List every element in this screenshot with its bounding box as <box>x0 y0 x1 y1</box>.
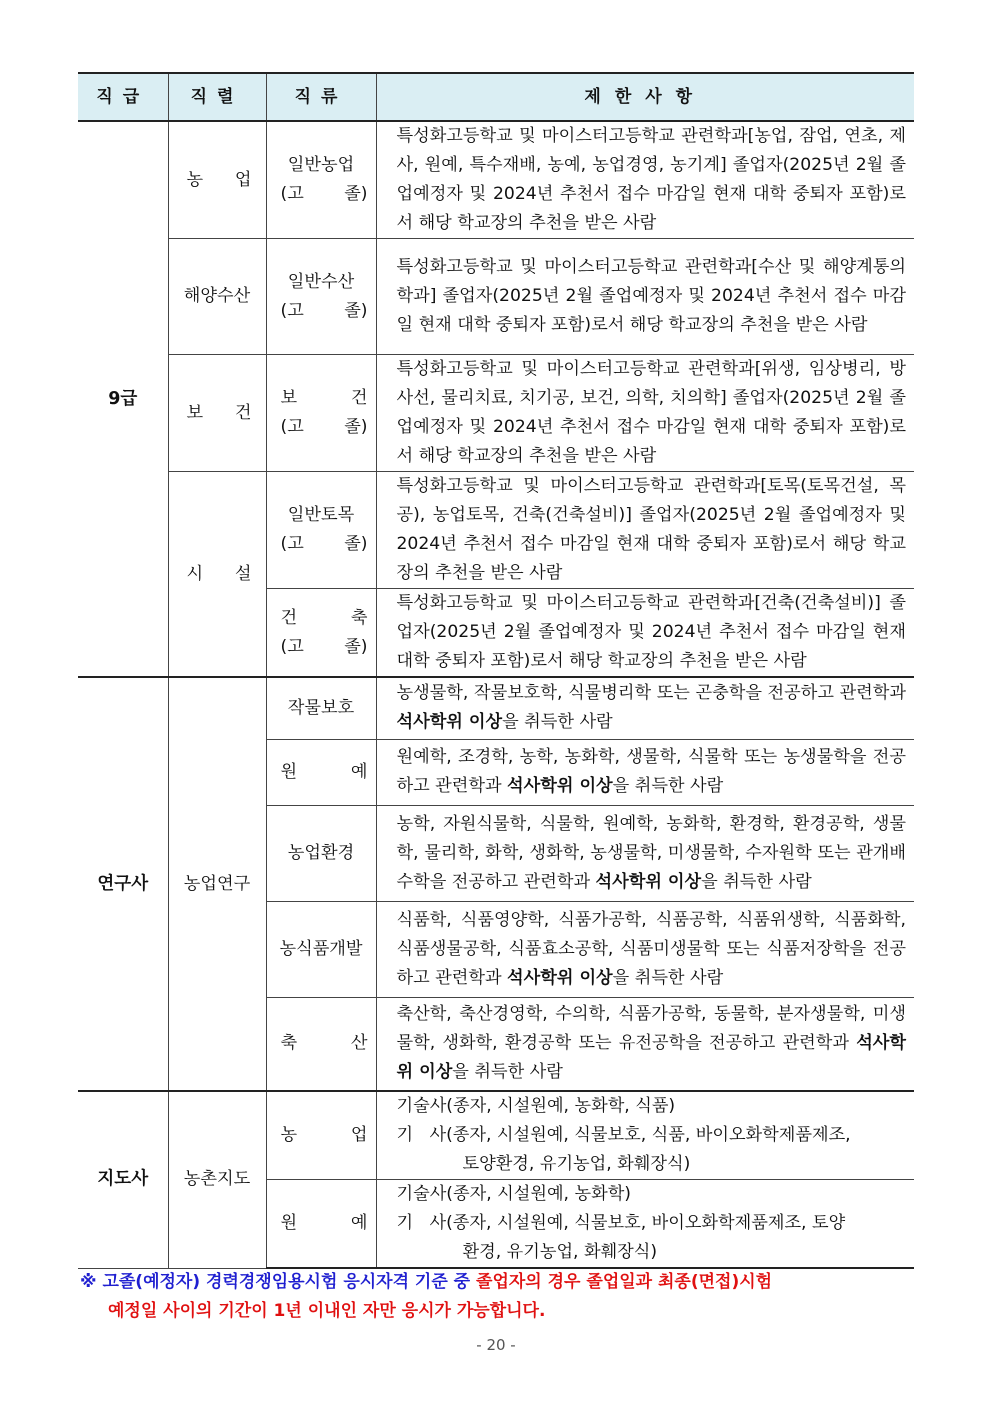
series-agri-research: 농업연구 <box>168 677 266 1091</box>
page-number: - 20 - <box>476 1336 516 1354</box>
series-agri: 농 업 <box>168 121 266 239</box>
table-row <box>78 677 914 739</box>
kind-arch: 건 축 (고 졸) <box>266 589 376 678</box>
restriction-civil: 특성화고등학교 및 마이스터고등학교 관련학과[토목(토목건설, 목공), 농업토목, 건축(건축설비)] 졸업자(2025년 2월 졸업예정자 및 2024년 추천서 접수 마감일 현재 대학 중퇴자 포함)로서 해당 학교장의 추천을 받은 사람 <box>376 472 914 589</box>
table-row <box>78 1091 914 1180</box>
kind-general-ocean: 일반수산 (고 졸) <box>266 239 376 355</box>
restriction-agri-env: 농학, 자원식물학, 식물학, 원예학, 농화학, 환경학, 환경공학, 생물학, 물리학, 화학, 생화학, 농생물학, 미생물학, 수자원학 또는 관개배수학을 전공하고 관련학과 석사학위 이상을 취득한 사람 <box>376 805 914 901</box>
restriction-hort: 원예학, 조경학, 농학, 농화학, 생물학, 식물학 또는 농생물학을 전공하고 관련학과 석사학위 이상을 취득한 사람 <box>376 739 914 805</box>
table-row <box>78 355 914 472</box>
kind-crop-protect: 작물보호 <box>266 677 376 739</box>
grade-9: 9급 <box>78 121 168 677</box>
grade-researcher: 연구사 <box>78 677 168 1091</box>
restriction-livestock: 축산학, 축산경영학, 수의학, 식품가공학, 동물학, 분자생물학, 미생물학, 생화학, 환경공학 또는 유전공학을 전공하고 관련학과 석사학위 이상을 취득한 사람 <box>376 997 914 1091</box>
restriction-guide-hort: 기술사(종자, 시설원예, 농화학) 기 사(종자, 시설원예, 식물보호, 바이오화학제품제조, 토양 환경, 유기농업, 화훼장식) <box>376 1180 914 1269</box>
restriction-crop-protect: 농생물학, 작물보호학, 식물병리학 또는 곤충학을 전공하고 관련학과 석사학위 이상을 취득한 사람 <box>376 677 914 739</box>
note-blue-text: 고졸(예정자) 경력경쟁임용시험 응시자격 기준 중 <box>102 1272 471 1292</box>
table-row <box>78 121 914 239</box>
kind-health: 보 건 (고 졸) <box>266 355 376 472</box>
header-series: 직렬 <box>168 73 266 121</box>
table-row <box>78 239 914 355</box>
note-mark: ※ <box>80 1272 97 1292</box>
kind-food-dev: 농식품개발 <box>266 901 376 997</box>
kind-general-agri: 일반농업 (고 졸) <box>266 121 376 239</box>
restriction-guide-agri: 기술사(종자, 시설원예, 농화학, 식품) 기 사(종자, 시설원예, 식물보호, 식품, 바이오화학제품제조, 토양환경, 유기농업, 화훼장식) <box>376 1091 914 1180</box>
header-kind: 직류 <box>266 73 376 121</box>
requirements-table-wrap <box>78 72 914 1269</box>
note-red-text: 졸업자의 경우 졸업일과 최종(면접)시험 <box>476 1272 773 1292</box>
header-grade: 직급 <box>78 73 168 121</box>
note-red-line2: 예정일 사이의 기간이 1년 이내인 자만 응시가 가능합니다. <box>108 1301 546 1321</box>
kind-guide-agri: 농 업 <box>266 1091 376 1180</box>
grade-instructor: 지도사 <box>78 1091 168 1268</box>
table-row <box>78 472 914 589</box>
kind-guide-hort: 원 예 <box>266 1180 376 1269</box>
restriction-general-agri: 특성화고등학교 및 마이스터고등학교 관련학과[농업, 잠업, 연초, 제사, 원예, 특수재배, 농예, 농업경영, 농기계] 졸업자(2025년 2월 졸업예정자 및 2024년 추천서 접수 마감일 현재 대학 중퇴자 포함)로서 해당 학교장의 추천을 받은 사람 <box>376 121 914 239</box>
kind-livestock: 축 산 <box>266 997 376 1091</box>
table-header-row <box>78 73 914 121</box>
kind-civil: 일반토목 (고 졸) <box>266 472 376 589</box>
restriction-arch: 특성화고등학교 및 마이스터고등학교 관련학과[건축(건축설비)] 졸업자(2025년 2월 졸업예정자 및 2024년 추천서 접수 마감일 현재 대학 중퇴자 포함)로서 해당 학교장의 추천을 받은 사람 <box>376 589 914 678</box>
header-restriction: 제한사항 <box>376 73 914 121</box>
restriction-general-ocean: 특성화고등학교 및 마이스터고등학교 관련학과[수산 및 해양계통의 학과] 졸업자(2025년 2월 졸업예정자 및 2024년 추천서 접수 마감일 현재 대학 중퇴자 포함)로서 해당 학교장의 추천을 받은 사람 <box>376 239 914 355</box>
restriction-food-dev: 식품학, 식품영양학, 식품가공학, 식품공학, 식품위생학, 식품화학, 식품생물공학, 식품효소공학, 식품미생물학 또는 식품저장학을 전공하고 관련학과 석사학위 이상을 취득한 사람 <box>376 901 914 997</box>
restriction-health: 특성화고등학교 및 마이스터고등학교 관련학과[위생, 임상병리, 방사선, 물리치료, 치기공, 보건, 의학, 치의학] 졸업자(2025년 2월 졸업예정자 및 2024년 추천서 접수 마감일 현재 대학 중퇴자 포함)로서 해당 학교장의 추천을 받은 사람 <box>376 355 914 472</box>
series-rural-guide: 농촌지도 <box>168 1091 266 1268</box>
kind-agri-env: 농업환경 <box>266 805 376 901</box>
requirements-table <box>78 72 914 1269</box>
series-ocean: 해양수산 <box>168 239 266 355</box>
series-health: 보 건 <box>168 355 266 472</box>
kind-hort: 원 예 <box>266 739 376 805</box>
eligibility-note <box>80 1268 920 1326</box>
series-facility: 시 설 <box>168 472 266 678</box>
